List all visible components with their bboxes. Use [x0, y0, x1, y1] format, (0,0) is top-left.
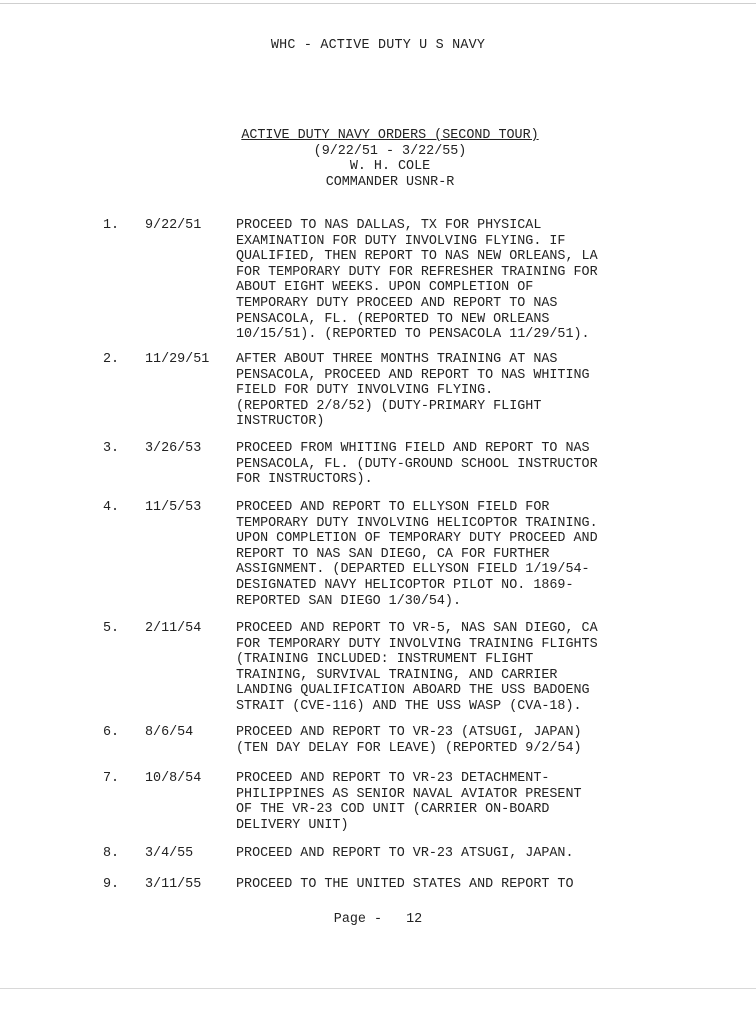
order-date: 11/29/51	[145, 352, 210, 367]
order-date: 11/5/53	[145, 500, 202, 515]
page-label: Page -	[333, 912, 383, 927]
order-text-line: DESIGNATED NAVY HELICOPTOR PILOT NO. 1869-	[236, 577, 574, 593]
order-text-line: (REPORTED 2/8/52) (DUTY-PRIMARY FLIGHT	[236, 398, 542, 414]
order-date: 9/22/51	[145, 218, 202, 233]
order-text	[236, 725, 651, 756]
page-number: 12	[406, 912, 423, 927]
order-text-line: ABOUT EIGHT WEEKS. UPON COMPLETION OF	[236, 280, 534, 296]
page-bottom-edge	[0, 988, 756, 989]
order-text-line: DELIVERY UNIT)	[236, 817, 349, 833]
order-text-line: AFTER ABOUT THREE MONTHS TRAINING AT NAS	[236, 352, 558, 367]
order-date: 2/11/54	[145, 621, 202, 636]
order-text-line: (TRAINING INCLUDED: INSTRUMENT FLIGHT	[236, 652, 534, 668]
order-text-line: INSTRUCTOR)	[236, 414, 325, 430]
order-text-line: LANDING QUALIFICATION ABOARD THE USS BADOENG	[236, 683, 590, 699]
order-text	[236, 500, 651, 609]
page-header: WHC - ACTIVE DUTY U S NAVY	[270, 38, 486, 53]
order-text-line: PROCEED AND REPORT TO VR-23 (ATSUGI, JAPAN)	[236, 725, 582, 740]
order-text-line: PHILIPPINES AS SENIOR NAVAL AVIATOR PRESENT	[236, 786, 582, 802]
order-text-line: QUALIFIED, THEN REPORT TO NAS NEW ORLEANS, LA	[236, 249, 598, 265]
order-text-line: 10/15/51). (REPORTED TO PENSACOLA 11/29/51).	[236, 327, 590, 343]
order-text	[236, 877, 651, 893]
order-text	[236, 771, 651, 833]
order-date: 3/26/53	[145, 441, 202, 456]
order-text-line: STRAIT (CVE-116) AND THE USS WASP (CVA-18).	[236, 698, 582, 714]
order-text-line: PROCEED AND REPORT TO VR-5, NAS SAN DIEGO, CA	[236, 621, 598, 636]
order-text-line: EXAMINATION FOR DUTY INVOLVING FLYING. IF	[236, 233, 566, 249]
order-text	[236, 218, 651, 343]
order-text-line: TRAINING, SURVIVAL TRAINING, AND CARRIER	[236, 667, 558, 683]
order-text-line: PROCEED AND REPORT TO VR-23 ATSUGI, JAPAN.	[236, 846, 574, 861]
order-number: 7.	[103, 771, 120, 786]
order-number: 2.	[103, 352, 120, 367]
order-date: 8/6/54	[145, 725, 194, 740]
page-footer	[0, 912, 756, 928]
orders-period: (9/22/51 - 3/22/55)	[313, 143, 467, 159]
order-text-line: REPORT TO NAS SAN DIEGO, CA FOR FURTHER	[236, 546, 550, 562]
order-text-line: PROCEED AND REPORT TO VR-23 DETACHMENT-	[236, 771, 550, 786]
order-number: 9.	[103, 877, 120, 892]
order-text-line: FOR TEMPORARY DUTY FOR REFRESHER TRAINING FOR	[236, 264, 598, 280]
page-top-edge	[0, 3, 756, 4]
order-text	[236, 441, 651, 488]
order-text-line: FOR INSTRUCTORS).	[236, 472, 373, 488]
order-text-line: (TEN DAY DELAY FOR LEAVE) (REPORTED 9/2/54)	[236, 740, 582, 756]
order-text-line: OF THE VR-23 COD UNIT (CARRIER ON-BOARD	[236, 802, 550, 818]
order-number: 3.	[103, 441, 120, 456]
order-date: 3/11/55	[145, 877, 202, 892]
order-text-line: TEMPORARY DUTY PROCEED AND REPORT TO NAS	[236, 295, 558, 311]
orders-title-block	[140, 128, 640, 190]
order-number: 5.	[103, 621, 120, 636]
order-text-line: REPORTED SAN DIEGO 1/30/54).	[236, 593, 461, 609]
order-number: 1.	[103, 218, 120, 233]
order-text	[236, 352, 651, 430]
order-text-line: PENSACOLA, FL. (REPORTED TO NEW ORLEANS	[236, 311, 550, 327]
order-number: 4.	[103, 500, 120, 515]
order-text-line: PROCEED FROM WHITING FIELD AND REPORT TO NAS	[236, 441, 590, 456]
order-text	[236, 621, 651, 715]
officer-name: W. H. COLE	[349, 159, 431, 175]
order-text-line: PENSACOLA, PROCEED AND REPORT TO NAS WHITING	[236, 367, 590, 383]
order-text-line: UPON COMPLETION OF TEMPORARY DUTY PROCEED AND	[236, 531, 598, 547]
order-number: 6.	[103, 725, 120, 740]
order-text-line: FOR TEMPORARY DUTY INVOLVING TRAINING FLIGHTS	[236, 636, 598, 652]
order-text-line: PROCEED AND REPORT TO ELLYSON FIELD FOR	[236, 500, 550, 515]
order-date: 10/8/54	[145, 771, 202, 786]
order-text-line: PENSACOLA, FL. (DUTY-GROUND SCHOOL INSTRUCTOR	[236, 456, 598, 472]
orders-heading: ACTIVE DUTY NAVY ORDERS (SECOND TOUR)	[241, 128, 539, 143]
order-text-line: ASSIGNMENT. (DEPARTED ELLYSON FIELD 1/19/54-	[236, 562, 590, 578]
order-text	[236, 846, 651, 862]
order-text-line: PROCEED TO THE UNITED STATES AND REPORT TO	[236, 877, 574, 892]
order-number: 8.	[103, 846, 120, 861]
order-text-line: FIELD FOR DUTY INVOLVING FLYING.	[236, 383, 494, 399]
order-text-line: TEMPORARY DUTY INVOLVING HELICOPTOR TRAINING.	[236, 515, 598, 531]
order-text-line: PROCEED TO NAS DALLAS, TX FOR PHYSICAL	[236, 218, 542, 233]
order-date: 3/4/55	[145, 846, 194, 861]
officer-rank: COMMANDER USNR-R	[325, 174, 455, 190]
